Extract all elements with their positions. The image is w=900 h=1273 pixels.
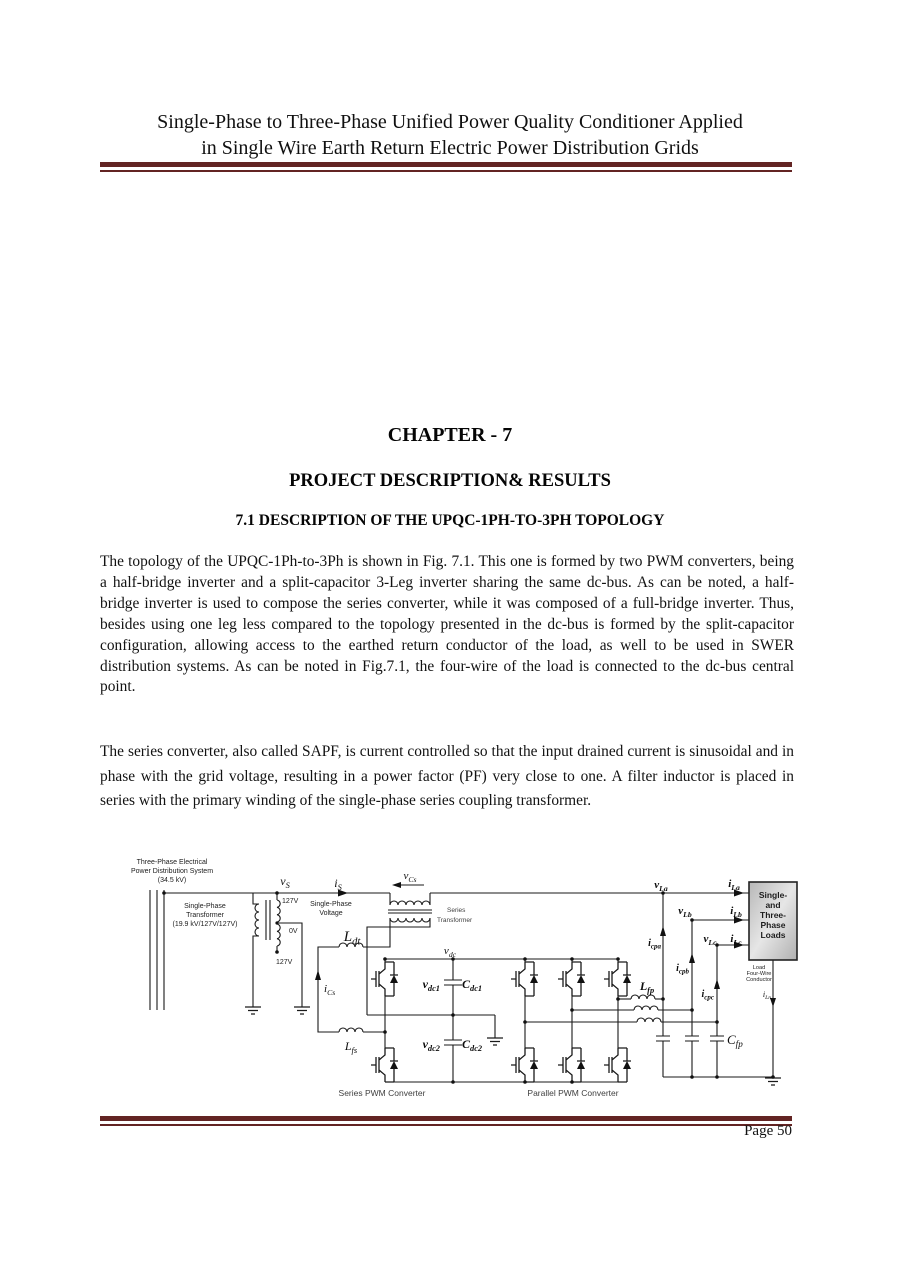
var-iCs: $i_{Cs}$ xyxy=(324,983,336,997)
label-three-phase-system: Three-Phase Electrical xyxy=(136,859,208,866)
svg-text:Voltage: Voltage xyxy=(319,910,343,917)
svg-text:Phase: Phase xyxy=(760,920,786,930)
label-single-phase-voltage: Single-Phase xyxy=(310,901,352,908)
var-Cdc1: $C_{dc1}$ xyxy=(462,977,483,993)
label-single-phase-transformer: Single-Phase xyxy=(184,903,226,910)
label-parallel-pwm-converter: Parallel PWM Converter xyxy=(527,1088,619,1098)
chapter-heading: CHAPTER - 7 xyxy=(387,424,513,446)
section-heading: PROJECT DESCRIPTION& RESULTS xyxy=(289,471,611,491)
svg-text:Transformer: Transformer xyxy=(437,917,473,924)
var-Cfp: $C_{fp}$ xyxy=(727,1032,743,1049)
var-icpa: $i_{cpa}$ xyxy=(648,938,661,951)
var-iLc: $i_{Lc}$ xyxy=(730,933,742,947)
var-iS: $i_S$ xyxy=(334,876,342,892)
figure-text-labels xyxy=(131,859,772,1098)
label-series-pwm-converter: Series PWM Converter xyxy=(338,1088,426,1098)
svg-text:Loads: Loads xyxy=(760,930,786,940)
paragraph-2: The series converter, also called SAPF, is current controlled so that the input drained current is sinusoidal and in phase with the grid voltage, resulting in a power factor (PF) very close to one. A filter inductor is placed in series with the primary winding of the single-phase series coupling transformer. xyxy=(100,743,794,810)
var-vS: $v_S$ xyxy=(280,874,290,890)
svg-text:Power Distribution System: Power Distribution System xyxy=(130,868,214,875)
header-title-line1: Single-Phase to Three-Phase Unified Power Quality Conditioner Applied xyxy=(157,111,743,133)
var-iLn: $i_{Ln}$ xyxy=(762,990,771,1001)
svg-text:Single-: Single- xyxy=(758,890,788,900)
var-vdc: $v_{dc}$ xyxy=(443,945,457,959)
paragraph-1: The topology of the UPQC-1Ph-to-3Ph is shown in Fig. 7.1. This one is formed by two PWM converters, being a half-bridge inverter and a split-capacitor 3-Leg inverter sharing the same dc-bus. As can be noted, a half-bridge inverter is used to compose the series converter, while it was composed of a full-bridge inverter. Thus, besides using one leg less compared to the topology presented in the dc-bus is formed by the split-capacitor configuration, allowing access to the earthed return conductor of the load, as well to be used in SWER distribution systems. As can be noted in Fig.7.1, the four-wire of the load is connected to the dc-bus central point. xyxy=(100,553,794,696)
page-number: Page 50 xyxy=(744,1123,792,1139)
svg-text:and: and xyxy=(765,900,781,910)
subsection-heading: 7.1 DESCRIPTION OF THE UPQC-1PH-TO-3PH TOPOLOGY xyxy=(235,512,665,529)
var-Lfp: $L_{fp}$ xyxy=(639,979,655,995)
var-vLb: $v_{Lb}$ xyxy=(678,905,692,919)
var-icpb: $i_{cpb}$ xyxy=(676,963,689,976)
header-rule xyxy=(100,162,792,172)
var-vdc2: $v_{dc2}$ xyxy=(422,1037,440,1053)
svg-text:Transformer: Transformer xyxy=(186,912,224,919)
label-tap-127v-bottom: 127V xyxy=(276,959,293,966)
var-vdc1: $v_{dc1}$ xyxy=(422,977,440,993)
label-four-wire-conductor: Load xyxy=(752,965,766,971)
var-Cdc2: $C_{dc2}$ xyxy=(462,1037,483,1053)
svg-text:Four-Wire: Four-Wire xyxy=(746,971,772,977)
ground-icons xyxy=(245,1007,781,1085)
load-box-label xyxy=(759,890,788,940)
var-Lfs: $L_{fs}$ xyxy=(344,1039,358,1055)
var-vLc: $v_{Lc}$ xyxy=(703,933,717,947)
var-icpc: $i_{cpc}$ xyxy=(701,989,714,1002)
label-tap-0v: 0V xyxy=(289,928,298,935)
svg-text:(19.9 kV/127V/127V): (19.9 kV/127V/127V) xyxy=(172,921,238,928)
svg-text:Three-: Three- xyxy=(760,910,786,920)
svg-text:Conductor: Conductor xyxy=(746,977,772,983)
header-title-line2: in Single Wire Earth Return Electric Power Distribution Grids xyxy=(201,137,699,159)
label-tap-127v-top: 127V xyxy=(282,898,299,905)
label-series-transformer: Series xyxy=(447,907,466,914)
var-iLa: $i_{La}$ xyxy=(728,878,740,892)
svg-text:(34.5 kV): (34.5 kV) xyxy=(157,877,187,884)
var-Ldt: $L_{dt}$ xyxy=(343,929,361,948)
var-vCs: $v_{Cs}$ xyxy=(403,870,417,884)
var-iLb: $i_{Lb}$ xyxy=(730,905,742,919)
var-vLa: $v_{La}$ xyxy=(654,879,668,893)
figure-circuit-diagram xyxy=(95,852,810,1110)
